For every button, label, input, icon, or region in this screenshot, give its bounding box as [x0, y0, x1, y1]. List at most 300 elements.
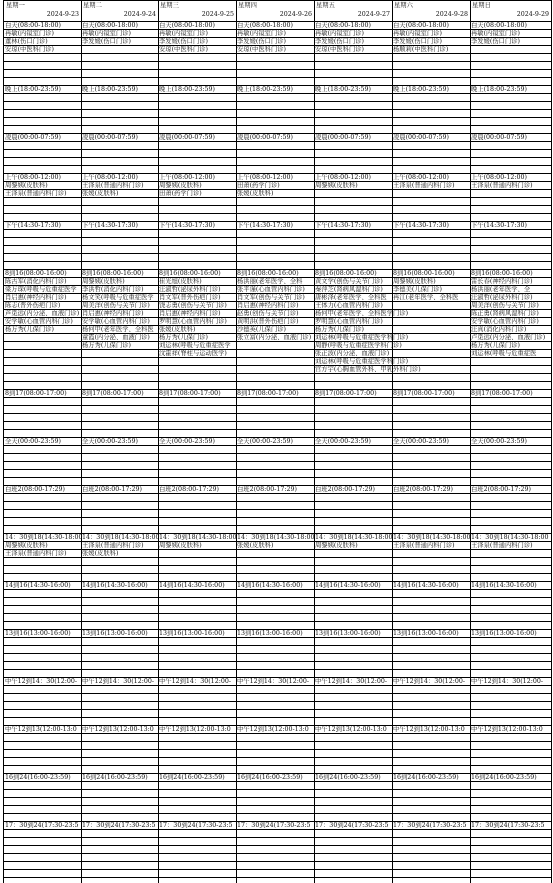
- row-rule: [314, 813, 392, 814]
- row-rule: [314, 853, 392, 854]
- row-rule: [158, 117, 236, 118]
- shift-slot-label: 白天(08:00-18:00): [5, 22, 61, 29]
- row-rule: [392, 413, 470, 414]
- doctor-entry: 周黎姨(皮肤科): [5, 182, 48, 189]
- row-rule: [158, 165, 236, 166]
- row-rule: [236, 253, 314, 254]
- row-rule: [470, 621, 551, 622]
- shift-slot-label: 全天(00:00-23:59): [5, 438, 61, 445]
- row-rule: [158, 125, 236, 126]
- day-header: [470, 0, 551, 22]
- row-rule: [81, 845, 158, 846]
- row-rule: [470, 365, 551, 366]
- row-rule: [158, 373, 236, 374]
- doctor-entry: 安琼(中医科门诊): [237, 46, 286, 53]
- row-rule: [236, 77, 314, 78]
- shift-slot-label: 14：30到18(14:30-18:00: [159, 534, 237, 541]
- row-rule: [314, 77, 392, 78]
- row-rule: [4, 213, 81, 214]
- row-rule: [4, 381, 81, 382]
- row-rule: [4, 693, 81, 694]
- row-rule: [4, 789, 81, 790]
- row-rule: [392, 645, 470, 646]
- row-rule: [4, 869, 81, 870]
- row-rule: [236, 645, 314, 646]
- doctor-entry: 杨文笑(呼吸与危重症医学: [82, 294, 154, 301]
- row-rule: [81, 645, 158, 646]
- doctor-entry: 肖启惠(神经内科门诊): [237, 302, 299, 309]
- row-rule: [392, 309, 470, 310]
- row-rule: [314, 613, 392, 614]
- row-rule: [314, 741, 392, 742]
- shift-slot-label: 8到17(08:00-17:00): [82, 390, 144, 397]
- day-header: [314, 0, 392, 22]
- row-rule: [158, 61, 236, 62]
- day-name: 星期日: [472, 2, 491, 9]
- row-rule: [4, 469, 81, 470]
- row-rule: [470, 717, 551, 718]
- shift-slot-label: 全天(00:00-23:59): [393, 438, 449, 445]
- row-rule: [158, 709, 236, 710]
- row-rule: [470, 61, 551, 62]
- doctor-entry: 田萧(药学门诊): [237, 182, 280, 189]
- row-rule: [236, 765, 314, 766]
- row-rule: [392, 853, 470, 854]
- day-date: 2024-9-24: [123, 11, 156, 18]
- doctor-entry: 汪淑哲(泌尿外科门诊): [159, 286, 221, 293]
- doctor-entry: 肖文军(创伤与关节门诊): [237, 294, 305, 301]
- row-rule: [392, 757, 470, 758]
- row-rule: [470, 413, 551, 414]
- doctor-entry: 李发媛(伤口门诊): [82, 38, 131, 45]
- row-rule: [81, 661, 158, 662]
- doctor-entry: 王泽泉(普通内科门诊): [471, 182, 533, 189]
- row-rule: [81, 789, 158, 790]
- shift-slot-label: 凌晨(00:00-07:59): [471, 134, 527, 141]
- doctor-entry: 刘运林(呼吸与危重症医学科门诊): [315, 358, 409, 365]
- row-rule: [392, 813, 470, 814]
- row-rule: [314, 693, 392, 694]
- row-rule: [314, 573, 392, 574]
- row-rule: [470, 557, 551, 558]
- row-rule: [81, 653, 158, 654]
- row-rule: [236, 669, 314, 670]
- row-rule: [314, 461, 392, 462]
- row-rule: [236, 501, 314, 502]
- row-rule: [158, 869, 236, 870]
- row-rule: [392, 205, 470, 206]
- row-rule: [4, 77, 81, 78]
- shift-slot-label: 上午(08:00-12:00): [315, 174, 371, 181]
- doctor-entry: 周黎姨(皮肤科): [159, 182, 202, 189]
- shift-slot-label: 8到16(08:00-16:00): [82, 270, 144, 277]
- shift-slot-label: 全天(00:00-23:59): [82, 438, 138, 445]
- row-rule: [4, 101, 81, 102]
- row-rule: [81, 605, 158, 606]
- row-rule: [4, 461, 81, 462]
- row-rule: [158, 429, 236, 430]
- doctor-entry: 肖文军(普外伤疤门诊): [159, 294, 221, 301]
- row-rule: [392, 157, 470, 158]
- row-rule: [470, 789, 551, 790]
- row-rule: [158, 701, 236, 702]
- shift-slot-label: 8到16(08:00-16:00): [471, 270, 533, 277]
- row-rule: [81, 237, 158, 238]
- row-rule: [4, 653, 81, 654]
- doctor-entry: 周黎姨(皮肤科): [82, 278, 125, 285]
- row-rule: [4, 245, 81, 246]
- row-rule: [81, 813, 158, 814]
- shift-slot-label: 白天(08:00-18:00): [471, 22, 527, 29]
- row-rule: [314, 381, 392, 382]
- row-rule: [314, 245, 392, 246]
- row-rule: [236, 421, 314, 422]
- row-rule: [4, 117, 81, 118]
- row-rule: [470, 613, 551, 614]
- shift-slot-label: 白班2(08:00-17:29): [82, 486, 142, 493]
- row-rule: [470, 381, 551, 382]
- row-rule: [4, 125, 81, 126]
- row-rule: [392, 117, 470, 118]
- row-rule: [392, 693, 470, 694]
- doctor-entry: 李德美(儿保门诊): [393, 286, 442, 293]
- row-rule: [81, 797, 158, 798]
- row-rule: [314, 717, 392, 718]
- row-rule: [236, 125, 314, 126]
- row-rule: [392, 149, 470, 150]
- row-rule: [4, 357, 81, 358]
- row-rule: [81, 477, 158, 478]
- row-rule: [236, 661, 314, 662]
- row-rule: [81, 413, 158, 414]
- doctor-entry: 赵勇(创伤与关节门诊): [237, 310, 299, 317]
- doctor-entry: 官方宇(心胸血管外科、甲乳外科门诊): [315, 366, 421, 373]
- doctor-entry: 汶霍祥(脊柱与运动医学): [159, 350, 227, 357]
- shift-slot-label: 白班2(08:00-17:29): [471, 486, 531, 493]
- day-name: 星期三: [160, 2, 179, 9]
- row-rule: [314, 421, 392, 422]
- row-rule: [4, 621, 81, 622]
- row-rule: [81, 429, 158, 430]
- row-rule: [81, 165, 158, 166]
- row-rule: [392, 573, 470, 574]
- row-rule: [158, 853, 236, 854]
- shift-slot-label: 14到16(14:30-16:00): [393, 582, 459, 589]
- row-rule: [81, 573, 158, 574]
- row-rule: [158, 573, 236, 574]
- doctor-entry: 冉敏(内镜室门诊): [471, 30, 520, 37]
- row-rule: [392, 717, 470, 718]
- shift-slot-label: 16到24(16:00-23:59): [393, 774, 459, 781]
- row-rule: [158, 669, 236, 670]
- doctor-entry: 陈古军(消化内科门诊): [5, 278, 67, 285]
- shift-slot-label: 14：30到18(14:30-18:00: [82, 534, 160, 541]
- shift-slot-label: 白天(08:00-18:00): [315, 22, 371, 29]
- shift-slot-label: 中午12到14：30(12:00-: [5, 678, 77, 685]
- row-rule: [470, 669, 551, 670]
- doctor-entry: 汪真(消化内科门诊): [471, 326, 527, 333]
- row-rule: [314, 429, 392, 430]
- row-rule: [4, 501, 81, 502]
- row-rule: [314, 253, 392, 254]
- row-rule: [392, 709, 470, 710]
- row-rule: [314, 405, 392, 406]
- row-rule: [81, 765, 158, 766]
- row-rule: [4, 837, 81, 838]
- row-rule: [158, 861, 236, 862]
- row-rule: [81, 261, 158, 262]
- day-column-3: [158, 0, 237, 883]
- row-rule: [236, 117, 314, 118]
- row-rule: [158, 877, 236, 878]
- row-rule: [4, 421, 81, 422]
- shift-slot-label: 晚上(18:00-23:59): [5, 86, 61, 93]
- row-rule: [392, 381, 470, 382]
- row-rule: [81, 517, 158, 518]
- row-rule: [4, 373, 81, 374]
- doctor-entry: 李发媛(伤口门诊): [393, 38, 442, 45]
- shift-slot-label: 13到16(13:00-16:00): [471, 630, 537, 637]
- row-rule: [392, 557, 470, 558]
- row-rule: [236, 469, 314, 470]
- row-rule: [236, 213, 314, 214]
- shift-slot-label: 8到17(08:00-17:00): [5, 390, 67, 397]
- doctor-entry: 安琼(中医科门诊): [159, 46, 208, 53]
- row-rule: [314, 413, 392, 414]
- shift-slot-label: 全天(00:00-23:59): [315, 438, 371, 445]
- row-rule: [158, 661, 236, 662]
- row-rule: [81, 117, 158, 118]
- day-name: 星期二: [83, 2, 102, 9]
- shift-slot-label: 凌晨(00:00-07:59): [393, 134, 449, 141]
- shift-slot-label: 14到16(14:30-16:00): [5, 582, 71, 589]
- doctor-entry: 杨何甲(老年医学、全科医: [82, 326, 154, 333]
- row-rule: [236, 453, 314, 454]
- row-rule: [81, 157, 158, 158]
- row-rule: [470, 165, 551, 166]
- row-rule: [4, 429, 81, 430]
- row-rule: [81, 621, 158, 622]
- row-rule: [236, 741, 314, 742]
- day-name: 星期一: [6, 2, 25, 9]
- shift-slot-label: 凌晨(00:00-07:59): [5, 134, 61, 141]
- shift-slot-label: 8到16(08:00-16:00): [315, 270, 377, 277]
- shift-slot-label: 中午12到14：30(12:00-: [393, 678, 465, 685]
- doctor-entry: 周静(呼吸与危重症医学科门诊): [315, 342, 402, 349]
- doctor-entry: 童霞(内分泌、血液门诊): [82, 334, 150, 341]
- row-rule: [314, 789, 392, 790]
- row-rule: [314, 157, 392, 158]
- row-rule: [236, 149, 314, 150]
- row-rule: [4, 877, 81, 878]
- row-rule: [470, 477, 551, 478]
- shift-slot-label: 上午(08:00-12:00): [237, 174, 293, 181]
- day-header: [81, 0, 158, 22]
- row-rule: [236, 717, 314, 718]
- shift-slot-label: 17：30到24(17:30-23:5: [5, 822, 79, 829]
- row-rule: [236, 797, 314, 798]
- row-rule: [470, 237, 551, 238]
- doctor-entry: 冉敏(内镜室门诊): [159, 30, 208, 37]
- day-header: [158, 0, 236, 22]
- row-rule: [392, 621, 470, 622]
- row-rule: [392, 165, 470, 166]
- doctor-entry: 黄文学(创伤与关节门诊): [315, 278, 383, 285]
- shift-slot-label: 下午(14:30-17:30): [82, 222, 138, 229]
- doctor-entry: 肖启惠(神经内科门诊): [159, 310, 221, 317]
- row-rule: [470, 109, 551, 110]
- row-rule: [236, 101, 314, 102]
- shift-slot-label: 13到16(13:00-16:00): [82, 630, 148, 637]
- row-rule: [470, 861, 551, 862]
- row-rule: [236, 365, 314, 366]
- row-rule: [81, 741, 158, 742]
- doctor-entry: 梁万琛(呼吸与危重症医学: [5, 286, 77, 293]
- row-rule: [158, 101, 236, 102]
- row-rule: [470, 525, 551, 526]
- row-rule: [4, 525, 81, 526]
- row-rule: [158, 77, 236, 78]
- row-rule: [236, 405, 314, 406]
- row-rule: [392, 77, 470, 78]
- row-rule: [314, 797, 392, 798]
- shift-slot-label: 8到16(08:00-16:00): [393, 270, 455, 277]
- row-rule: [158, 765, 236, 766]
- row-rule: [236, 413, 314, 414]
- row-rule: [392, 101, 470, 102]
- row-rule: [314, 701, 392, 702]
- day-header: [4, 0, 81, 22]
- row-rule: [314, 605, 392, 606]
- row-rule: [314, 69, 392, 70]
- shift-slot-label: 14到16(14:30-16:00): [159, 582, 225, 589]
- doctor-entry: 张正波(内分泌、血液门诊): [315, 350, 390, 357]
- row-rule: [470, 645, 551, 646]
- row-rule: [314, 509, 392, 510]
- row-rule: [470, 125, 551, 126]
- shift-slot-label: 下午(14:30-17:30): [237, 222, 293, 229]
- row-rule: [470, 101, 551, 102]
- row-rule: [392, 741, 470, 742]
- shift-slot-label: 中午12到14：30(12:00-: [159, 678, 231, 685]
- row-rule: [470, 757, 551, 758]
- row-rule: [392, 565, 470, 566]
- row-rule: [4, 237, 81, 238]
- doctor-entry: 杨何甲(老年医学、全科医学门诊): [315, 310, 409, 317]
- row-rule: [4, 605, 81, 606]
- row-rule: [314, 765, 392, 766]
- shift-slot-label: 上午(08:00-12:00): [471, 174, 527, 181]
- row-rule: [81, 709, 158, 710]
- row-rule: [314, 517, 392, 518]
- row-rule: [236, 261, 314, 262]
- row-rule: [158, 621, 236, 622]
- row-rule: [236, 357, 314, 358]
- row-rule: [392, 213, 470, 214]
- row-rule: [470, 469, 551, 470]
- shift-slot-label: 白天(08:00-18:00): [159, 22, 215, 29]
- shift-slot-label: 白天(08:00-18:00): [393, 22, 449, 29]
- shift-slot-label: 上午(08:00-12:00): [5, 174, 61, 181]
- row-rule: [314, 565, 392, 566]
- row-rule: [392, 405, 470, 406]
- doctor-entry: 汪淑哲(泌尿外科门诊): [471, 294, 533, 301]
- row-rule: [314, 125, 392, 126]
- row-rule: [4, 565, 81, 566]
- row-rule: [81, 69, 158, 70]
- row-rule: [392, 613, 470, 614]
- row-rule: [470, 837, 551, 838]
- doctor-entry: 刘运林(呼吸与危重症医: [471, 350, 537, 357]
- doctor-entry: 张媛(皮肤科): [237, 190, 274, 197]
- doctor-entry: 周黎姨(皮肤科): [315, 182, 358, 189]
- row-rule: [392, 261, 470, 262]
- row-rule: [81, 373, 158, 374]
- doctor-entry: 王泽泉(普通内科门诊): [5, 190, 67, 197]
- row-rule: [81, 61, 158, 62]
- row-rule: [314, 653, 392, 654]
- row-rule: [4, 741, 81, 742]
- row-rule: [314, 453, 392, 454]
- doctor-entry: 肖启惠(神经内科门诊): [5, 294, 67, 301]
- shift-slot-label: 13到16(13:00-16:00): [237, 630, 303, 637]
- shift-slot-label: 13到16(13:00-16:00): [393, 630, 459, 637]
- row-rule: [158, 813, 236, 814]
- shift-slot-label: 8到16(08:00-16:00): [5, 270, 67, 277]
- row-rule: [314, 197, 392, 198]
- row-rule: [236, 157, 314, 158]
- row-rule: [314, 597, 392, 598]
- row-rule: [158, 749, 236, 750]
- row-rule: [158, 717, 236, 718]
- row-rule: [4, 597, 81, 598]
- row-rule: [236, 525, 314, 526]
- shift-slot-label: 白班2(08:00-17:29): [159, 486, 219, 493]
- shift-slot-label: 白班2(08:00-17:29): [237, 486, 297, 493]
- shift-slot-label: 17：30到24(17:30-23:5: [471, 822, 545, 829]
- row-rule: [470, 261, 551, 262]
- row-rule: [158, 149, 236, 150]
- row-rule: [392, 197, 470, 198]
- row-rule: [158, 845, 236, 846]
- doctor-entry: 杨万秀(儿保门诊): [471, 342, 520, 349]
- row-rule: [81, 509, 158, 510]
- row-rule: [470, 421, 551, 422]
- shift-slot-label: 凌晨(00:00-07:59): [82, 134, 138, 141]
- row-rule: [470, 53, 551, 54]
- row-rule: [392, 805, 470, 806]
- doctor-entry: 芦觅远(内分泌、血液门诊): [5, 310, 80, 317]
- shift-slot-label: 晚上(18:00-23:59): [471, 86, 527, 93]
- row-rule: [470, 157, 551, 158]
- shift-slot-label: 中午12到13(12:00-13:0: [237, 726, 309, 733]
- row-rule: [81, 805, 158, 806]
- row-rule: [158, 477, 236, 478]
- row-rule: [392, 365, 470, 366]
- shift-slot-label: 17：30到24(17:30-23:5: [237, 822, 311, 829]
- row-rule: [392, 333, 470, 334]
- row-rule: [158, 421, 236, 422]
- doctor-entry: 王泽泉(普通内科门诊): [82, 542, 144, 549]
- row-rule: [470, 405, 551, 406]
- row-rule: [392, 789, 470, 790]
- row-rule: [236, 349, 314, 350]
- doctor-entry: 周黎姨(皮肤科): [159, 542, 202, 549]
- row-rule: [4, 341, 81, 342]
- row-rule: [392, 125, 470, 126]
- row-rule: [392, 373, 470, 374]
- shift-slot-label: 中午12到13(12:00-13:0: [159, 726, 231, 733]
